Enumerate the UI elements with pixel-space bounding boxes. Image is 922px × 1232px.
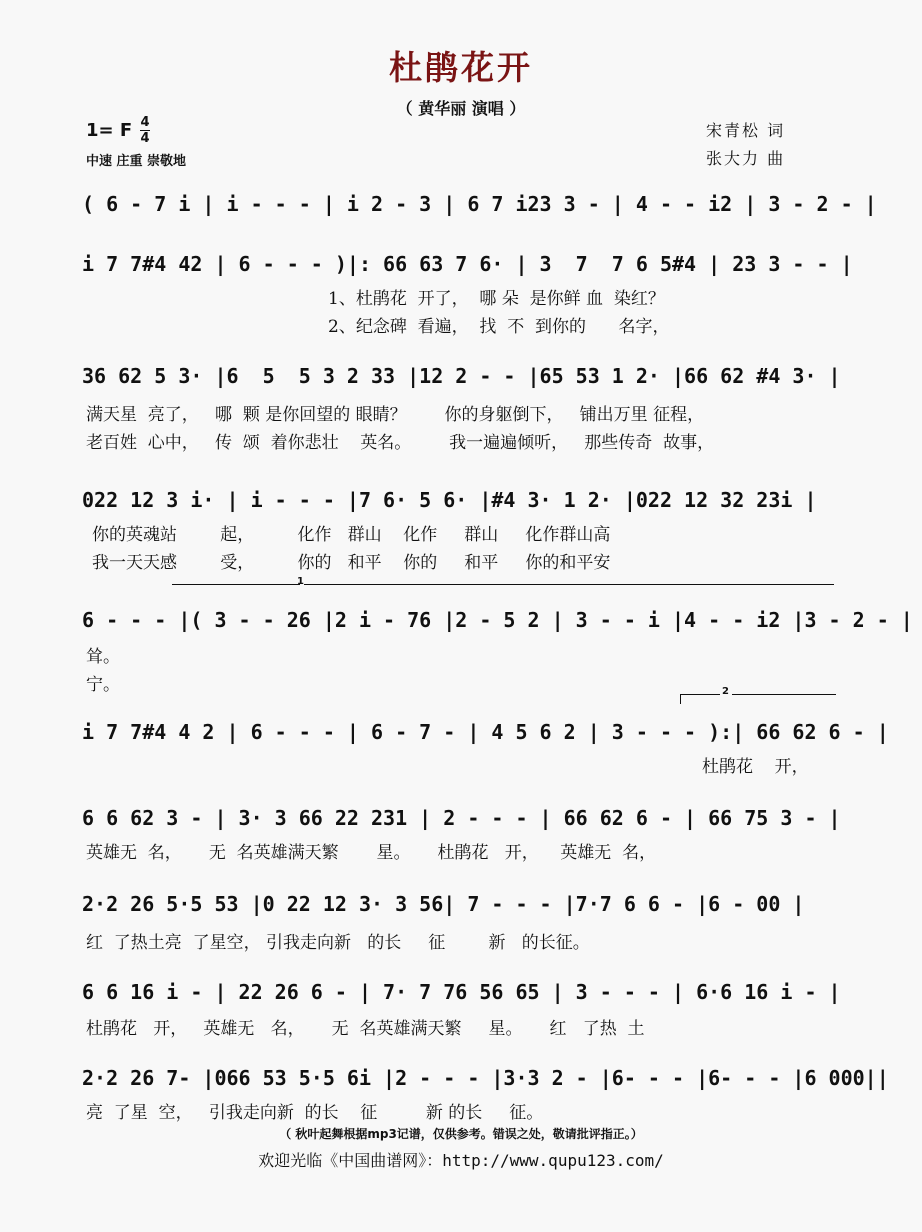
lyric-2-verse-2: 2、纪念碑 看遍， 找 不 到你的 名字， [328,317,670,337]
volta-bracket-2b [732,694,836,705]
lyric-5-verse-2: 宁。 [86,675,120,695]
volta-2-label: 2 [722,686,729,697]
lyric-2-verse-1: 1、杜鹃花 开了， 哪 朵 是你鲜 血 染红？ [328,289,665,309]
staff-line-8: 2·2 26 5·5 53 |0 22 12 3· 3 56| 7 - - - |7·7 6 6 - |6 - 00 | [82,892,805,916]
key-signature: 1= F [86,120,133,141]
staff-line-1: ( 6 - 7 i | i - - - | i 2 - 3 | 6 7 i23 3 - | 4 - - i2 | 3 - 2 - | [82,192,877,216]
footer-note: （ 秋叶起舞根据mp3记谱，仅供参考。错误之处，敬请批评指正。） [279,1127,643,1141]
lyric-3-verse-1: 满天星 亮了， 哪 颗 是你回望的 眼睛？ 你的身躯倒下， 铺出万里 征程， [86,405,705,425]
time-top: 4 [140,115,150,130]
time-signature [140,116,150,145]
lyric-10: 亮 了星 空， 引我走向新 的长 征 新 的长 征。 [86,1103,544,1123]
volta-2-tick [680,694,681,704]
lyricist: 宋青松 词 [706,121,786,140]
song-title: 杜鹃花开 [389,48,533,87]
staff-line-10: 2·2 26 7- |066 53 5·5 6i |2 - - - |3·3 2 - |6- - - |6- - - |6 000|| [82,1066,889,1090]
staff-line-7: 6 6 62 3 - | 3· 3 66 22 231 | 2 - - - | 66 62 6 - | 66 75 3 - | [82,806,841,830]
lyric-5-verse-1: 耸。 [86,647,120,667]
lyric-3-verse-2: 老百姓 心中， 传 颂 着你悲壮 英名。 我一遍遍倾听， 那些传奇 故事， [86,433,715,453]
staff-line-5: 6 - - - |( 3 - - 26 |2 i - 76 |2 - 5 2 | 3 - - i |4 - - i2 |3 - 2 - | [82,608,913,632]
volta-bracket-1b [304,584,834,595]
lyric-4-verse-2: 我一天天感 受， 你的 和平 你的 和平 你的和平安 [92,553,611,573]
time-bottom: 4 [140,131,150,146]
staff-line-9: 6 6 16 i - | 22 26 6 - | 7· 7 76 56 65 | 3 - - - | 6·6 16 i - | [82,980,841,1004]
lyric-4-verse-1: 你的英魂站 起， 化作 群山 化作 群山 化作群山高 [92,525,611,545]
lyric-7: 英雄无 名， 无 名英雄满天繁 星。 杜鹃花 开， 英雄无 名， [86,843,657,863]
staff-line-2: i 7 7#4 42 | 6 - - - )|: 66 63 7 6· | 3 7 7 6 5#4 | 23 3 - - | [82,252,853,276]
lyric-9: 杜鹃花 开， 英雄无 名， 无 名英雄满天繁 星。 红 了热 土 [86,1019,645,1039]
staff-line-3: 36 62 5 3· |6 5 5 3 2 33 |12 2 - - |65 53 1 2· |66 62 #4 3· | [82,364,841,388]
volta-bracket-2a [680,694,720,705]
volta-1-label: 1 [297,576,304,587]
staff-line-4: 022 12 3 i· | i - - - |7 6· 5 6· |#4 3· 1 2· |022 12 32 23i | [82,488,817,512]
footer-url: 欢迎光临《中国曲谱网》：http://www.qupu123.com/ [258,1151,664,1170]
performer: （ 黄华丽 演唱 ） [396,99,526,118]
volta-bracket-1a [172,584,300,595]
staff-line-6: i 7 7#4 4 2 | 6 - - - | 6 - 7 - | 4 5 6 2 | 3 - - - ):| 66 62 6 - | [82,720,889,744]
lyric-8: 红 了热土亮 了星空， 引我走向新 的长 征 新 的长征。 [86,933,590,953]
tempo-marking: 中速 庄重 崇敬地 [86,154,187,169]
lyric-6: 杜鹃花 开， [702,757,809,777]
composer: 张大力 曲 [706,149,786,168]
